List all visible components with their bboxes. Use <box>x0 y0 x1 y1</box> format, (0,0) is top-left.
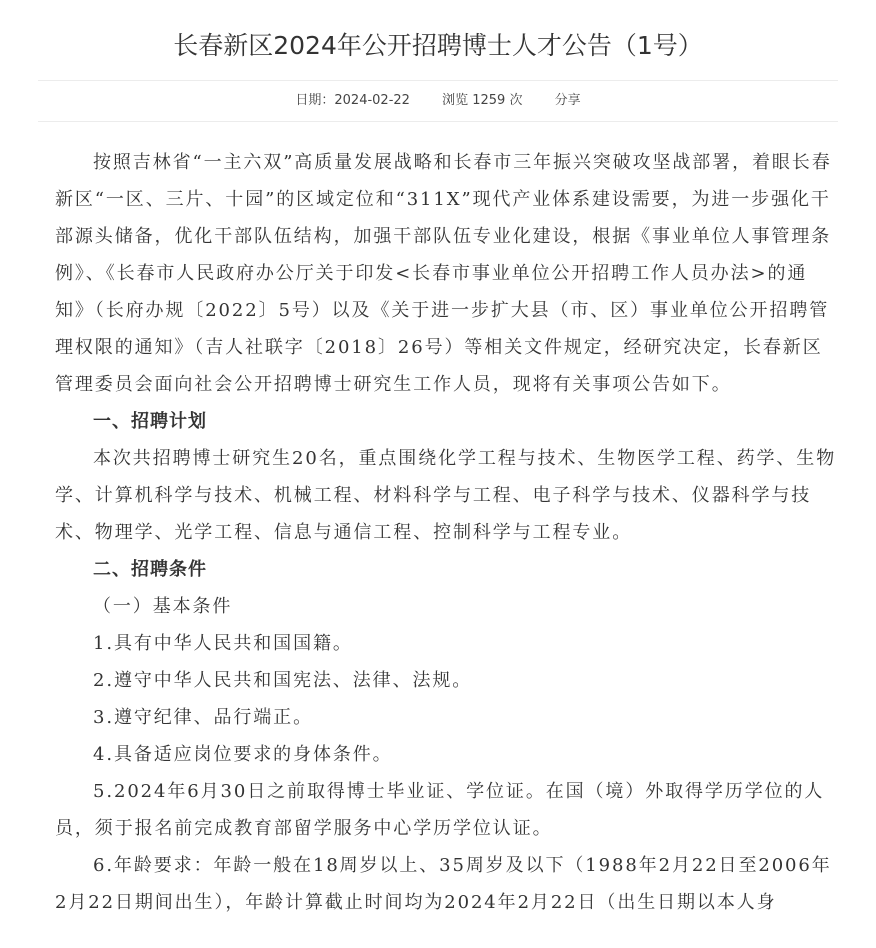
page-title: 长春新区2024年公开招聘博士人才公告（1号） <box>173 31 703 60</box>
intro-paragraph: 按照吉林省“一主六双”高质量发展战略和长春市三年振兴突破攻坚战部署，着眼长春新区“一区、三片、十园”的区域定位和“311X”现代产业体系建设需要，为进一步强化干部源头储备，优化干部队伍结构，加强干部队伍专业化建设，根据《事业单位人事管理条例》、《长春市人民政府办公厅关于印发<长春市事业单位公开招聘工作人员办法>的通知》（长府办规〔2022〕5号）以及《关于进一步扩大县（市、区）事业单位公开招聘管理权限的通知》（吉人社联字〔2018〕26号）等相关文件规定，经研究决定，长春新区管理委员会面向社会公开招聘博士研究生工作人员，现将有关事项公告如下。 <box>55 152 832 395</box>
section-heading: 二、招聘条件 <box>93 559 207 580</box>
share-button[interactable]: 分享 <box>554 93 581 108</box>
subsection-heading: （一）基本条件 <box>93 596 233 617</box>
section-heading: 一、招聘计划 <box>93 411 207 432</box>
view-count: 浏览 1259 次 <box>442 93 523 108</box>
recruitment-plan-paragraph: 本次共招聘博士研究生20名，重点围绕化学工程与技术、生物医学工程、药学、生物学、计算机科学与技术、机械工程、材料科学与工程、电子科学与技术、仪器科学与技术、物理学、光学工程、信息与通信工程、控制科学与工程专业。 <box>55 448 837 543</box>
article-meta <box>0 81 876 121</box>
condition-item: 4.具备适应岗位要求的身体条件。 <box>93 744 393 765</box>
condition-item: 1.具有中华人民共和国国籍。 <box>93 633 353 654</box>
condition-item: 3.遵守纪律、品行端正。 <box>93 707 313 728</box>
condition-item: 2.遵守中华人民共和国宪法、法律、法规。 <box>93 670 473 691</box>
condition-item: 5.2024年6月30日之前取得博士毕业证、学位证。在国（境）外取得学历学位的人员，须于报名前完成教育部留学服务中心学历学位认证。 <box>55 781 825 839</box>
publish-date: 日期：2024-02-22 <box>295 93 410 108</box>
condition-item: 6.年龄要求：年龄一般在18周岁以上、35周岁及以下（1988年2月22日至2006年2月22日期间出生），年龄计算截止时间均为2024年2月22日（出生日期以本人身 <box>55 855 832 913</box>
article-body <box>55 122 838 921</box>
